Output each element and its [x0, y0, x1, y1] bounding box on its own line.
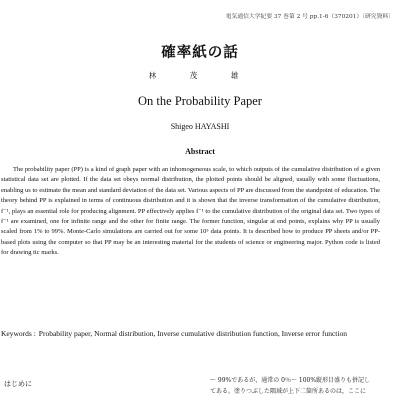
right-column-line: てある。塗りつぶした隅域が上下二箇所あるのは，ここに: [210, 387, 367, 395]
paper-title-english: On the Probability Paper: [138, 94, 262, 108]
author-name-english: Shigeo HAYASHI: [170, 122, 230, 131]
paper-title-japanese: 確率紙の話: [161, 44, 239, 61]
abstract-heading: Abstract: [185, 147, 215, 156]
keywords-text: Probability paper, Normal distribution, Inverse cumulative distribution function, Inverse error function: [38, 329, 347, 338]
author-name-japanese: 林 茂 雄: [148, 71, 252, 80]
journal-header: 電気通信大学紀要 37 巻第 2 号 pp.1-6（370201）〔研究資料〕: [225, 14, 394, 20]
right-column-text: [210, 376, 398, 397]
abstract-body: The probability paper (PP) is a kind of graph paper with an inhomogeneous scale, to which outputs of the cumulative distribution of a given statistical data set are plotted. If the data set obeys normal distribution, the plotted points should be aligned, usually with some fluctuations, enabling us to estimate the mean and standard deviation of the data set. Various aspects of PP are discussed from the standpoint of education. The theory behind PP is explained in terms of continuous distribution and it is shown that the inverse transformation of the cumulative distribution, f⁻¹, plays an essential role for producing alignment. PP effectively applies f⁻¹ to the cumulative distribution of the original data set. Two types of f⁻¹ are examined, one for infinite range and the other for finite range. The former function, singular at end points, explains why PP is usually scaled from 1% to 99%. Monte-Carlo simulations are carried out for some 10⁵ data points. It is described how to produce PP sheets and/or PP-based plots using the computer so that PP may be an interesting material for the students of science or engineering major. Python code is listed for drawing tic marks.: [1, 166, 380, 257]
keywords-block: [1, 329, 386, 340]
keywords-label: Keywords :: [1, 329, 36, 338]
section-heading-introduction: はじめに: [4, 380, 32, 388]
right-column-line: ～ 99%であるが，通常の 0％～ 100%縦形目盛りも併記し: [210, 377, 371, 384]
